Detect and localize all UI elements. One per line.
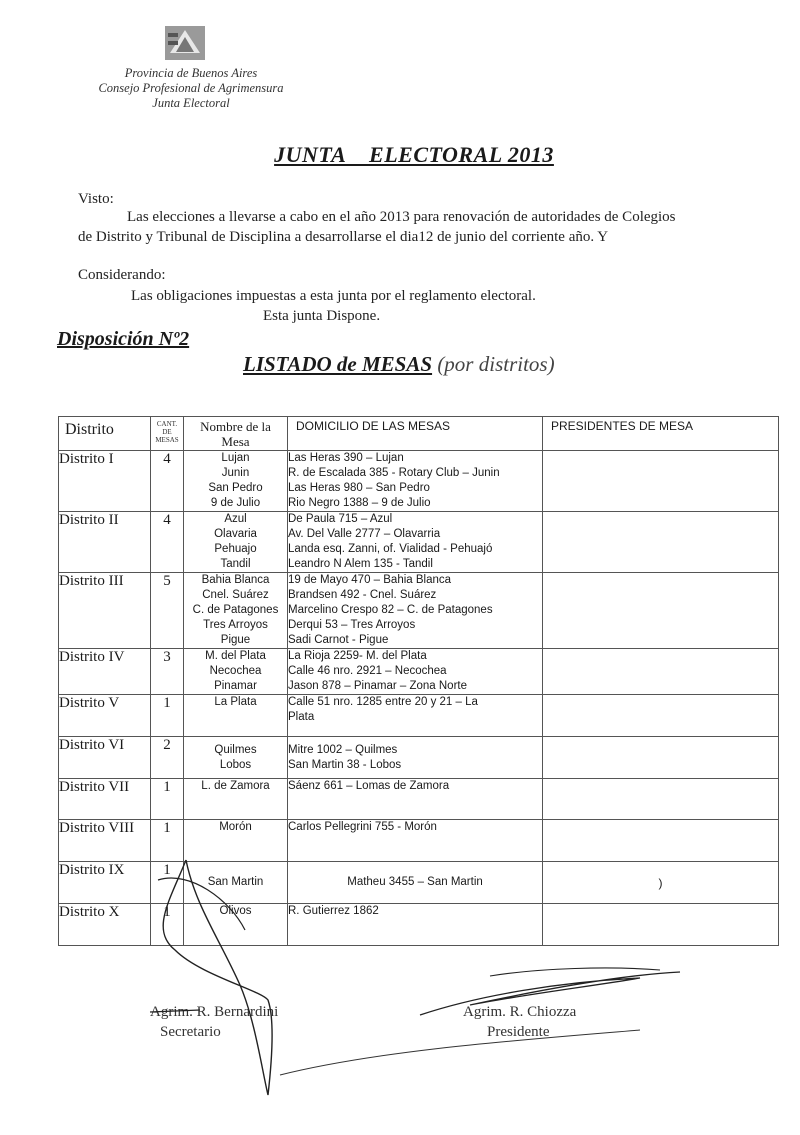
nombre-line: C. de Patagones	[192, 604, 279, 616]
nombre-line: Bahia Blanca	[201, 574, 270, 586]
visto-line-1: Las elecciones a llevarse a cabo en el año 2013 para renovación de autoridades de Colegios	[127, 209, 676, 225]
cell-distrito: Distrito VII	[59, 779, 151, 820]
table-row	[59, 649, 779, 695]
visto-label: Visto:	[78, 191, 114, 207]
header-council: Consejo Profesional de Agrimensura	[98, 81, 284, 95]
table-row	[59, 862, 779, 904]
cell-distrito: Distrito IX	[59, 862, 151, 904]
header-distrito: Distrito	[59, 417, 151, 451]
nombre-line: Pehuajo	[214, 543, 257, 555]
table-row	[59, 573, 779, 649]
cell-distrito: Distrito II	[59, 512, 151, 573]
cell-presidente: )	[543, 862, 779, 904]
cell-domicilio	[288, 573, 543, 649]
header-cant-line: CANT.	[156, 420, 178, 428]
cell-nombre-mesa	[184, 649, 288, 695]
cell-domicilio	[288, 904, 543, 946]
signature-role-presidente: Presidente	[487, 1024, 550, 1040]
header-cant-line: DE	[162, 428, 172, 436]
table-row	[59, 451, 779, 512]
cell-cant-mesas: 3	[151, 649, 184, 695]
cell-cant-mesas: 1	[151, 820, 184, 862]
nombre-line: Tandil	[220, 558, 251, 570]
header-cant-mesas	[151, 417, 184, 451]
listado-heading	[243, 352, 555, 377]
cell-domicilio	[288, 649, 543, 695]
nombre-line: Olivos	[219, 905, 252, 917]
cell-nombre-mesa	[184, 862, 288, 904]
header-presidentes: PRESIDENTES DE MESA	[543, 417, 779, 451]
cell-domicilio	[288, 779, 543, 820]
nombre-line: Junin	[221, 467, 250, 479]
domicilio-line: Leandro N Alem 135 - Tandil	[288, 558, 433, 570]
nombre-line: Necochea	[209, 665, 262, 677]
header-nombre-line: Mesa	[221, 434, 250, 449]
table-row	[59, 820, 779, 862]
domicilio-line: Rio Negro 1388 – 9 de Julio	[288, 497, 431, 509]
header-nombre-line: Nombre de la	[200, 419, 271, 434]
domicilio-line: La Rioja 2259- M. del Plata	[288, 650, 427, 662]
cell-nombre-mesa	[184, 451, 288, 512]
header-nombre-mesa	[184, 417, 288, 451]
header-province: Provincia de Buenos Aires	[124, 66, 258, 80]
cell-distrito: Distrito III	[59, 573, 151, 649]
nombre-line: Tres Arroyos	[203, 619, 268, 631]
cell-cant-mesas: 4	[151, 512, 184, 573]
cell-nombre-mesa	[184, 904, 288, 946]
domicilio-line: Derqui 53 – Tres Arroyos	[288, 619, 416, 631]
cell-cant-mesas: 1	[151, 904, 184, 946]
table-row	[59, 512, 779, 573]
domicilio-line: 19 de Mayo 470 – Bahia Blanca	[288, 574, 452, 586]
nombre-line: Azul	[224, 513, 247, 525]
considerando-label: Considerando:	[78, 267, 166, 283]
signature-name-presidente: Agrim. R. Chiozza	[463, 1004, 577, 1020]
cell-cant-mesas: 5	[151, 573, 184, 649]
domicilio-line: Plata	[288, 711, 315, 723]
seal-icon	[164, 25, 206, 61]
table-row	[59, 695, 779, 737]
cell-nombre-mesa	[184, 820, 288, 862]
cell-domicilio	[288, 737, 543, 779]
cell-domicilio	[288, 862, 543, 904]
cell-nombre-mesa	[184, 737, 288, 779]
listado-main: LISTADO de MESAS	[243, 352, 433, 376]
nombre-line: San Pedro	[208, 482, 263, 494]
cell-presidente	[543, 573, 779, 649]
domicilio-line: Av. Del Valle 2777 – Olavarria	[288, 528, 441, 540]
domicilio-line: Landa esq. Zanni, of. Vialidad - Pehuajó	[288, 543, 493, 555]
nombre-line: Pinamar	[214, 680, 257, 692]
table-header-row	[59, 417, 779, 451]
cell-nombre-mesa	[184, 573, 288, 649]
cell-cant-mesas: 2	[151, 737, 184, 779]
domicilio-line: Matheu 3455 – San Martin	[347, 876, 483, 888]
cell-presidente	[543, 649, 779, 695]
cell-distrito: Distrito X	[59, 904, 151, 946]
domicilio-line: Marcelino Crespo 82 – C. de Patagones	[288, 604, 493, 616]
domicilio-line: Carlos Pellegrini 755 - Morón	[288, 821, 437, 833]
domicilio-line: R. de Escalada 385 - Rotary Club – Junin	[288, 467, 500, 479]
considerando-line-1: Las obligaciones impuestas a esta junta por el reglamento electoral.	[131, 288, 536, 304]
nombre-line: Cnel. Suárez	[202, 589, 269, 601]
domicilio-line: De Paula 715 – Azul	[288, 513, 393, 525]
cell-cant-mesas: 1	[151, 695, 184, 737]
table-row	[59, 737, 779, 779]
domicilio-line: R. Gutierrez 1862	[288, 905, 379, 917]
domicilio-line: Sáenz 661 – Lomas de Zamora	[288, 780, 450, 792]
domicilio-line: Sadi Carnot - Pigue	[288, 634, 389, 646]
cell-domicilio	[288, 451, 543, 512]
nombre-line: La Plata	[214, 696, 257, 708]
domicilio-line: Brandsen 492 - Cnel. Suárez	[288, 589, 437, 601]
cell-cant-mesas: 1	[151, 862, 184, 904]
nombre-line: San Martin	[207, 876, 264, 888]
table-row	[59, 904, 779, 946]
domicilio-line: Jason 878 – Pinamar – Zona Norte	[288, 680, 467, 692]
cell-distrito: Distrito VIII	[59, 820, 151, 862]
domicilio-line: Las Heras 390 – Lujan	[288, 452, 404, 464]
domicilio-line: Mitre 1002 – Quilmes	[288, 743, 398, 756]
cell-distrito: Distrito I	[59, 451, 151, 512]
considerando-line-2: Esta junta Dispone.	[263, 308, 381, 324]
domicilio-line: Calle 46 nro. 2921 – Necochea	[288, 665, 447, 677]
cell-distrito: Distrito IV	[59, 649, 151, 695]
domicilio-line: San Martin 38 - Lobos	[288, 758, 402, 771]
listado-sub: (por distritos)	[432, 352, 555, 376]
domicilio-line: Las Heras 980 – San Pedro	[288, 482, 430, 494]
domicilio-line: Calle 51 nro. 1285 entre 20 y 21 – La	[288, 696, 478, 708]
nombre-line: Pigue	[220, 634, 251, 646]
nombre-line: M. del Plata	[205, 650, 266, 662]
nombre-line: Lujan	[221, 452, 250, 464]
cell-presidente	[543, 779, 779, 820]
cell-distrito: Distrito V	[59, 695, 151, 737]
nombre-line: Morón	[219, 821, 252, 833]
cell-domicilio	[288, 820, 543, 862]
cell-presidente	[543, 451, 779, 512]
nombre-line: Quilmes	[214, 743, 257, 756]
cell-presidente	[543, 737, 779, 779]
cell-presidente	[543, 695, 779, 737]
header-domicilio: DOMICILIO DE LAS MESAS	[288, 417, 543, 451]
nombre-line: 9 de Julio	[210, 497, 261, 509]
signature-name-secretario: Agrim. R. Bernardini	[150, 1004, 279, 1020]
cell-domicilio	[288, 695, 543, 737]
header-board: Junta Electoral	[152, 96, 230, 110]
nombre-line: Lobos	[219, 758, 252, 771]
page-title: JUNTA ELECTORAL 2013	[274, 142, 554, 167]
cell-domicilio	[288, 512, 543, 573]
cell-cant-mesas: 1	[151, 779, 184, 820]
cell-presidente	[543, 512, 779, 573]
cell-nombre-mesa	[184, 779, 288, 820]
header-cant-line: MESAS	[155, 436, 179, 444]
signature-role-secretario: Secretario	[160, 1024, 221, 1040]
cell-presidente	[543, 820, 779, 862]
visto-line-2: de Distrito y Tribunal de Disciplina a desarrollarse el dia12 de junio del corriente año. Y	[78, 229, 609, 245]
nombre-line: Olavaria	[214, 528, 257, 540]
cell-presidente	[543, 904, 779, 946]
table-row	[59, 779, 779, 820]
cell-nombre-mesa	[184, 512, 288, 573]
mesas-table	[58, 416, 779, 946]
cell-distrito: Distrito VI	[59, 737, 151, 779]
nombre-line: L. de Zamora	[201, 780, 270, 792]
disposicion-heading: Disposición Nº2	[57, 328, 190, 350]
cell-nombre-mesa	[184, 695, 288, 737]
cell-cant-mesas: 4	[151, 451, 184, 512]
